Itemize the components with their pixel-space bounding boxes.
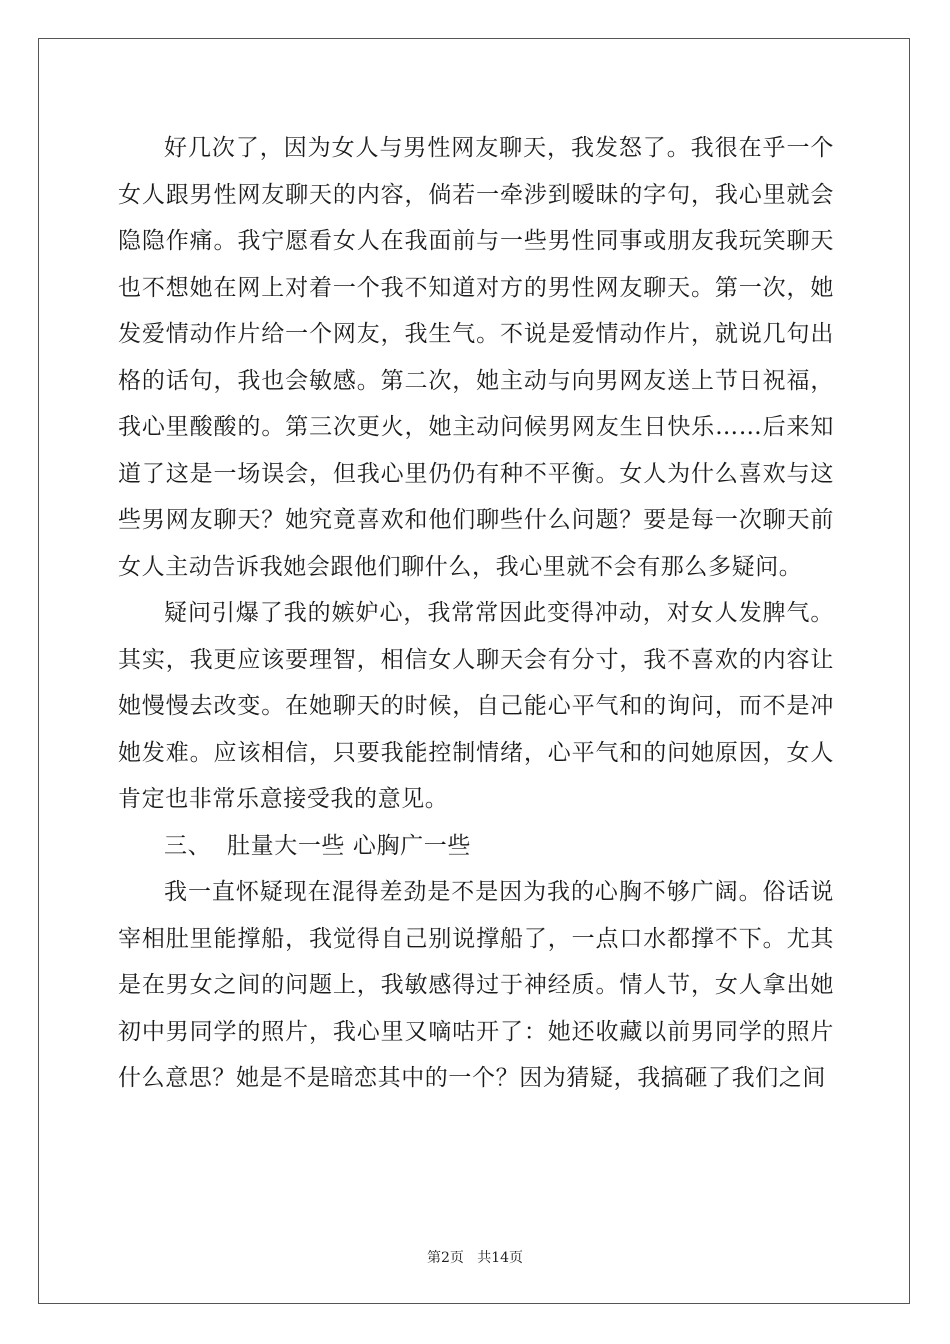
paragraph: 疑问引爆了我的嫉妒心，我常常因此变得冲动，对女人发脾气。其实，我更应该要理智，相信女人聊天会有分寸，我不喜欢的内容让她慢慢去改变。在她聊天的时候，自己能心平气和的询问，而不是冲她发难。应该相信，只要我能控制情绪，心平气和的问她原因，女人肯定也非常乐意接受我的意见。 bbox=[118, 600, 834, 812]
document-body bbox=[118, 125, 834, 1102]
page-footer bbox=[0, 1247, 950, 1267]
section-heading: 三、 肚量大一些 心胸广一些 bbox=[164, 832, 471, 859]
page-number: 第2页 共14页 bbox=[426, 1250, 524, 1266]
paragraph: 好几次了，因为女人与男性网友聊天，我发怒了。我很在乎一个女人跟男性网友聊天的内容，倘若一牵涉到暧昧的字句，我心里就会隐隐作痛。我宁愿看女人在我面前与一些男性同事或朋友我玩笑聊天也不想她在网上对着一个我不知道对方的男性网友聊天。第一次，她发爱情动作片给一个网友，我生气。不说是爱情动作片，就说几句出格的话句，我也会敏感。第二次，她主动与向男网友送上节日祝福，我心里酸酸的。第三次更火，她主动问候男网友生日快乐……后来知道了这是一场误会，但我心里仍仍有种不平衡。女人为什么喜欢与这些男网友聊天？她究竟喜欢和他们聊些什么问题？要是每一次聊天前女人主动告诉我她会跟他们聊什么，我心里就不会有那么多疑问。 bbox=[118, 135, 834, 580]
paragraph: 我一直怀疑现在混得差劲是不是因为我的心胸不够广阔。俗话说宰相肚里能撑船，我觉得自己别说撑船了，一点口水都撑不下。尤其是在男女之间的问题上，我敏感得过于神经质。情人节，女人拿出她初中男同学的照片，我心里又嘀咕开了：她还收藏以前男同学的照片什么意思？她是不是暗恋其中的一个？因为猜疑，我搞砸了我们之间 bbox=[118, 879, 834, 1091]
